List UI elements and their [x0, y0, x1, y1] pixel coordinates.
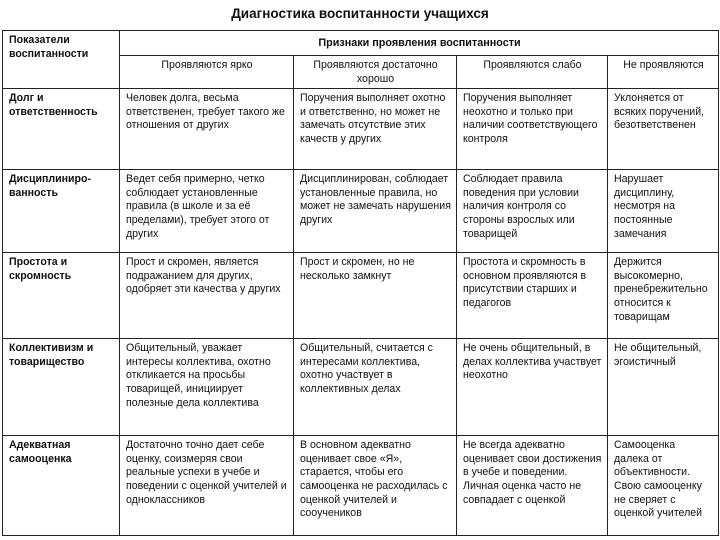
table-cell: Простота и скромность в основном проявляются в присутствии старших и педагогов [457, 253, 608, 339]
column-header-good: Проявляются достаточно хорошо [294, 56, 457, 89]
table-cell: Держится высокомерно, пренебрежительно относится к товарищам [608, 253, 719, 339]
table-cell: Не всегда адекватно оценивает свои достижения в учебе и поведении. Личная оценка часто не совпадает с оценкой [457, 436, 608, 536]
indicator-column-header: Показатели воспитанности [3, 31, 120, 89]
table-cell: Ведет себя примерно, четко соблюдает установленные правила (в школе и за её пределами), требует этого от других [120, 170, 294, 253]
column-header-weak: Проявляются слабо [457, 56, 608, 89]
table-row [3, 253, 719, 339]
table-cell: Соблюдает правила поведения при условии наличия контроля со стороны взрослых или товарищей [457, 170, 608, 253]
table-row [3, 170, 719, 253]
table-cell: Человек долга, весьма ответственен, требует такого же отношения от других [120, 89, 294, 170]
table-cell: Поручения выполняет охотно и ответственно, но может не замечать отсутствие этих качеств у других [294, 89, 457, 170]
row-indicator-self-esteem: Адекватная самооценка [3, 436, 120, 536]
row-indicator-discipline: Дисциплиниро- ванность [3, 170, 120, 253]
table-cell: Поручения выполняет неохотно и только при наличии соответствующего контроля [457, 89, 608, 170]
table-cell: В основном адекватно оценивает свое «Я», старается, чтобы его самооценка не расходилась с оценкой учителей и сооучеников [294, 436, 457, 536]
table-cell: Самооценка далека от объективности. Свою самооценку не сверяет с оценкой учителей [608, 436, 719, 536]
page-title: Диагностика воспитанности учащихся [231, 6, 489, 21]
table-row [3, 339, 719, 436]
column-header-none: Не проявляются [608, 56, 719, 89]
table-cell: Не очень общительный, в делах коллектива участвует неохотно [457, 339, 608, 436]
table-row [3, 436, 719, 536]
table-cell: Дисциплинирован, соблюдает установленные правила, но может не замечать нарушения других [294, 170, 457, 253]
row-indicator-collectivism: Коллективизм и товарищество [3, 339, 120, 436]
table-cell: Общительный, уважает интересы коллектива, охотно откликается на просьбы товарищей, инициирует полезные дела коллектива [120, 339, 294, 436]
column-header-bright: Проявляются ярко [120, 56, 294, 89]
table-cell: Нарушает дисциплину, несмотря на постоянные замечания [608, 170, 719, 253]
table-cell: Не общительный, эгоистичный [608, 339, 719, 436]
upbringing-diagnostics-table [2, 30, 719, 536]
row-indicator-modesty: Простота и скромность [3, 253, 120, 339]
table-cell: Достаточно точно дает себе оценку, соизмеряя свои реальные успехи в учебе и поведении с оценкой учителей и одноклассников [120, 436, 294, 536]
signs-group-header: Признаки проявления воспитанности [120, 31, 719, 56]
table-cell: Уклоняется от всяких поручений, безответственен [608, 89, 719, 170]
row-indicator-duty: Долг и ответственность [3, 89, 120, 170]
table-cell: Общительный, считается с интересами коллектива, охотно участвует в коллективных делах [294, 339, 457, 436]
table-cell: Прост и скромен, но не несколько замкнут [294, 253, 457, 339]
table-cell: Прост и скромен, является подражанием для других, одобряет эти качества у других [120, 253, 294, 339]
table-row [3, 89, 719, 170]
